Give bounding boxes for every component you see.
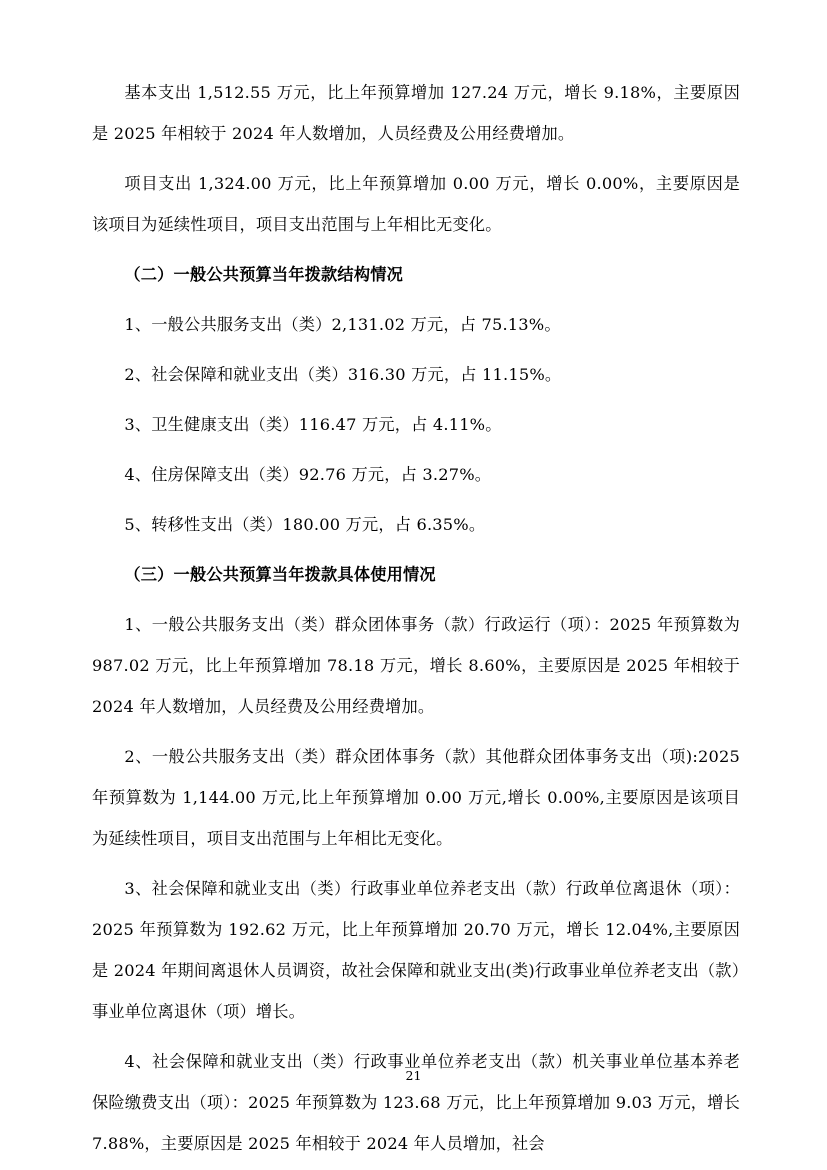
list-item: 5、转移性支出（类）180.00 万元，占 6.35%。 (124, 515, 486, 534)
section-heading-usage: （三）一般公共预算当年拨款具体使用情况 (124, 565, 436, 584)
list-item: 4、住房保障支出（类）92.76 万元，占 3.27%。 (124, 465, 492, 484)
paragraph-usage-item-3: 3、社会保障和就业支出（类）行政事业单位养老支出（款）行政单位离退休（项）：2025 年预算数为 192.62 万元，比上年预算增加 20.70 万元，增长 12.04%,主要原因是 2024 年期间离退休人员调资，故社会保障和就业支出(类)行政事业单位养老支出（款）事业单位离退休（项）增长。 (92, 879, 740, 1021)
paragraph-project-expenditure: 项目支出 1,324.00 万元，比上年预算增加 0.00 万元，增长 0.00%，主要原因是该项目为延续性项目，项目支出范围与上年相比无变化。 (92, 174, 740, 234)
list-item: 3、卫生健康支出（类）116.47 万元，占 4.11%。 (124, 415, 502, 434)
document-body (92, 72, 740, 1170)
paragraph-usage-item-4: 4、社会保障和就业支出（类）行政事业单位养老支出（款）机关事业单位基本养老保险缴费支出（项）：2025 年预算数为 123.68 万元，比上年预算增加 9.03 万元，增长 7.88%，主要原因是 2025 年相较于 2024 年人员增加，社会 (92, 1052, 740, 1153)
list-item: 2、社会保障和就业支出（类）316.30 万元，占 11.15%。 (124, 365, 562, 384)
paragraph-basic-expenditure: 基本支出 1,512.55 万元，比上年预算增加 127.24 万元，增长 9.18%，主要原因是 2025 年相较于 2024 年人数增加，人员经费及公用经费增加。 (92, 83, 740, 143)
list-item: 1、一般公共服务支出（类）2,131.02 万元，占 75.13%。 (124, 315, 561, 334)
paragraph-usage-item-2: 2、一般公共服务支出（类）群众团体事务（款）其他群众团体事务支出（项):2025 年预算数为 1,144.00 万元,比上年预算增加 0.00 万元,增长 0.00%,主要原因是该项目为延续性项目，项目支出范围与上年相比无变化。 (92, 747, 740, 848)
page-number: 21 (405, 1068, 422, 1083)
section-heading-structure: （二）一般公共预算当年拨款结构情况 (124, 265, 403, 284)
paragraph-usage-item-1: 1、一般公共服务支出（类）群众团体事务（款）行政运行（项）：2025 年预算数为 987.02 万元，比上年预算增加 78.18 万元，增长 8.60%，主要原因是 2025 年相较于 2024 年人数增加，人员经费及公用经费增加。 (92, 615, 740, 716)
